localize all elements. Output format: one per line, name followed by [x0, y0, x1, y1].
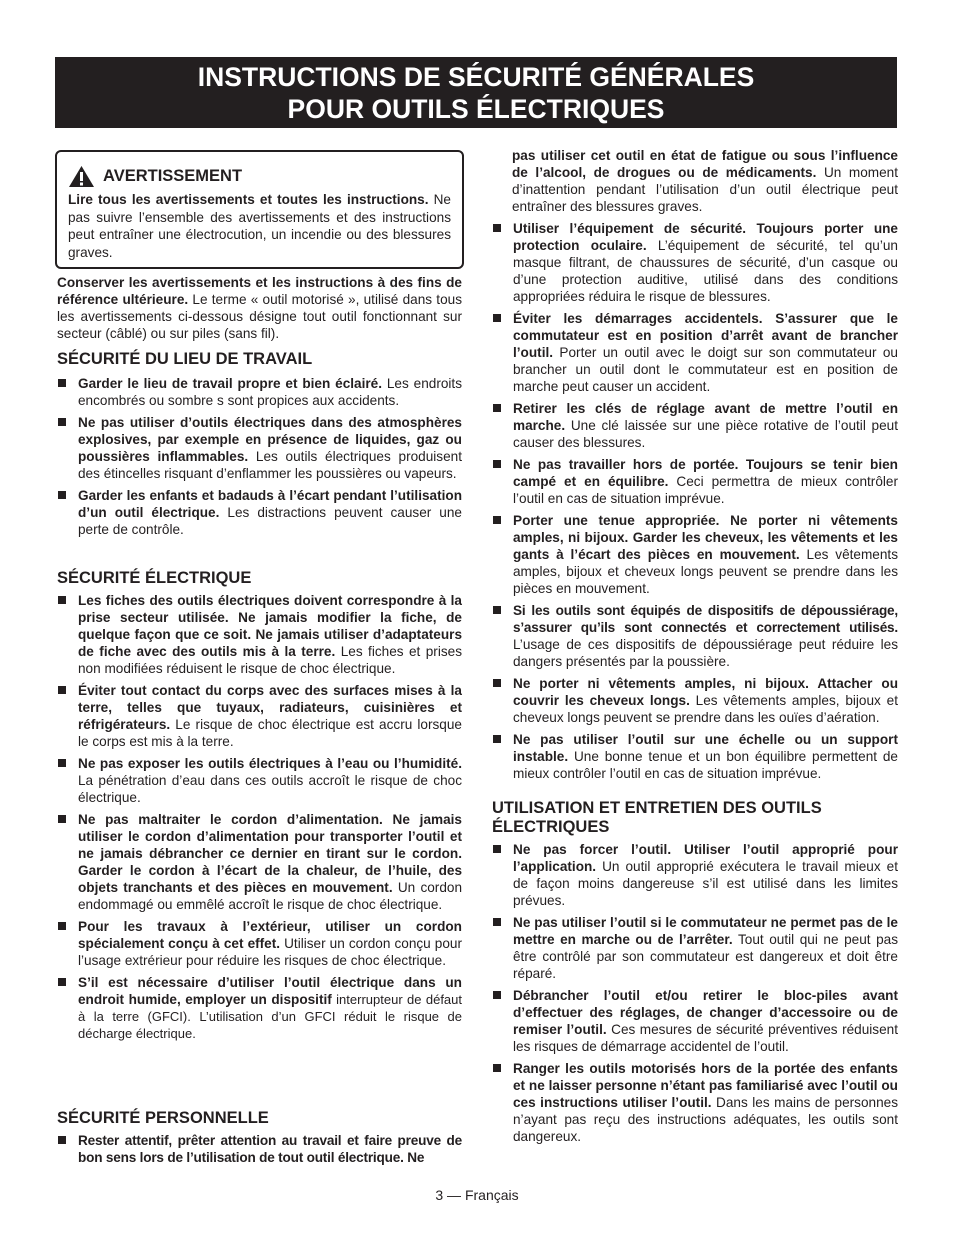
heading-electrical: SÉCURITÉ ÉLECTRIQUE — [57, 569, 252, 587]
warning-title: AVERTISSEMENT — [103, 166, 243, 185]
list-item — [492, 731, 898, 782]
item-text: Un moment d’inattention pendant l’utilisation d’un outil électrique peut entraîner des blessures graves. — [512, 165, 898, 214]
item-bold: Garder les enfants et badauds à l’écart pendant l’utilisation d’un outil électrique. — [78, 488, 462, 520]
list-item — [57, 414, 462, 482]
item-text: L’usage de ces dispositifs de dépoussiérage peut réduire les dangers présentés par la poussière. — [513, 637, 898, 669]
item-text: Les endroits encombrés ou sombre s sont propices aux accidents. — [78, 376, 462, 408]
item-bold: S’il est nécessaire d’utiliser l’outil électrique dans un endroit humide, employer un dispositif — [78, 975, 462, 1007]
section-personal-continued — [492, 147, 898, 782]
list-item — [492, 987, 898, 1055]
list-item — [57, 811, 462, 913]
item-bold: pas utiliser cet outil en état de fatigue ou sous l’influence de l’alcool, de drogues ou de médicaments. — [512, 148, 898, 180]
item-text: Un outil approprié exécutera le travail mieux et de façon moins dangereuse s’il est utilisé dans les limites prévues. — [513, 859, 898, 908]
warning-body-text: Ne pas suivre l’ensemble des avertissements et des instructions peut entraîner une électrocution, un incendie ou des blessures graves. — [68, 192, 451, 260]
list-item — [492, 220, 898, 305]
list-item — [492, 602, 898, 670]
item-bold: Les fiches des outils électriques doivent correspondre à la prise secteur utilisée. Ne jamais modifier la fiche, de quelque façon que ce soit. Ne jamais utiliser d’adaptateurs de fiche avec des outils mis à la terre. — [78, 593, 462, 659]
list-item — [57, 974, 462, 1042]
section-tool-use — [492, 799, 898, 1145]
list-item — [492, 1060, 898, 1145]
item-text: L’équipement de sécurité, tel qu’un masque filtrant, de chaussures de sécurité, d’un casque ou d’une protection auditive, utilisé dans des conditions appropriées réduira le risque de blessures. — [513, 238, 898, 304]
item-bold: Ne pas travailler hors de portée. Toujours se tenir bien campé et en équilibre. — [513, 457, 898, 489]
list-item — [57, 592, 462, 677]
item-text: Porter un outil avec le doigt sur son commutateur ou brancher un outil dont le commutateur est en position de marche peut causer un accident. — [513, 345, 898, 394]
section-electrical — [57, 569, 462, 1042]
item-text: Un cordon endommagé ou emmêlé accroît le risque de choc électrique. — [78, 880, 463, 912]
list-item — [57, 918, 462, 969]
item-text: Les vêtements amples, bijoux et cheveux longs peuvent se prendre dans les pièces en mouvement. — [513, 547, 898, 596]
item-bold: Éviter tout contact du corps avec des surfaces mises à la terre, telles que tuyaux, radiateurs, cuisinières et réfrigérateurs. — [78, 683, 462, 732]
section-personal — [57, 1109, 462, 1166]
item-bold: Débrancher l’outil et/ou retirer le bloc-piles avant d’effectuer des réglages, de changer d’accessoire ou de remiser l’outil. — [513, 988, 898, 1037]
item-bold: Ne pas utiliser l’outil sur une échelle ou un support instable. — [513, 732, 898, 764]
intro-text: Le terme « outil motorisé », utilisé dans tous les avertissements ci-dessous désigne tout outil fonctionnant sur secteur (câblé) ou sur piles (sans fil). — [57, 292, 462, 341]
item-bold: Garder le lieu de travail propre et bien éclairé. — [78, 376, 383, 391]
item-text: Les fiches et prises non modifiées réduisent le risque de choc électrique. — [78, 644, 463, 676]
heading-tool-use-line-1: UTILISATION ET ENTRETIEN DES OUTILS — [492, 799, 822, 817]
list-item — [492, 310, 898, 395]
item-bold: Ne pas exposer les outils électriques à l’eau ou l’humidité. — [78, 756, 462, 771]
list-item — [492, 914, 898, 982]
item-bold: Utiliser l’équipement de sécurité. Toujours porter une protection oculaire. — [513, 221, 898, 253]
item-bold: Retirer les clés de réglage avant de mettre l’outil en marche. — [513, 401, 898, 433]
list-item — [57, 1132, 462, 1166]
list-item — [492, 675, 898, 726]
heading-work-area: SÉCURITÉ DU LIEU DE TRAVAIL — [57, 350, 313, 368]
list-item — [492, 456, 898, 507]
item-text: Ces mesures de sécurité préventives réduisent les risques de démarrage accidentel de l’outil. — [513, 1022, 899, 1054]
warning-triangle-icon — [68, 165, 95, 188]
item-bold: Porter une tenue appropriée. Ne porter ni vêtements amples, ni bijoux. Garder les cheveux, les vêtements et les gants à l’écart des pièces en mouvement. — [513, 513, 898, 562]
item-bold: Si les outils sont équipés de dispositifs de dépoussiérage, s’assurer qu’ils sont connectés et correctement utilisés. — [513, 603, 898, 635]
item-text: Le risque de choc électrique est accru lorsque le corps est mis à la terre. — [78, 717, 462, 749]
page-footer: 3 — Français — [435, 1187, 519, 1203]
item-text: Dans les mains de personnes n’ayant pas reçu des instructions adéquates, les outils sont dangereux. — [513, 1095, 898, 1144]
item-bold: Ne pas utiliser l’outil si le commutateur ne permet pas de le mettre en marche ou de l’arrêter. — [513, 915, 898, 947]
section-work-area — [57, 350, 462, 538]
item-bold: Pour les travaux à l’extérieur, utiliser un cordon spécialement conçu à cet effet. — [78, 919, 462, 951]
heading-tool-use-line-2: ÉLECTRIQUES — [492, 818, 610, 836]
bullet-mask — [492, 147, 504, 159]
warning-text — [68, 191, 451, 261]
page-title-line-2: POUR OUTILS ÉLECTRIQUES — [287, 94, 665, 124]
item-bold: Ne pas forcer l’outil. Utiliser l’outil approprié pour l’application. — [513, 842, 898, 874]
item-bold: Éviter les démarrages accidentels. S’assurer que le commutateur est en position d’arrêt avant de brancher l’outil. — [513, 311, 898, 360]
item-text: Les distractions peuvent causer une perte de contrôle. — [78, 505, 462, 537]
heading-tool-use — [492, 799, 898, 837]
item-bold: Ranger les outils motorisés hors de la portée des enfants et ne laisser personne n’étant pas familiarisé avec l’outil ou ces instructions utiliser l’outil. — [513, 1061, 898, 1110]
page-title-banner — [55, 57, 897, 128]
item-bold: Ne pas utiliser d’outils électriques dans des atmosphères explosives, par exemple en présence de liquides, gaz ou poussières inflammables. — [78, 415, 462, 464]
list-item — [57, 682, 462, 750]
intro-paragraph — [57, 274, 462, 342]
item-text: Tout outil qui ne peut pas être contrôlé par son commutateur est dangereux et doit être réparé. — [513, 932, 898, 981]
item-text: interrupteur de défaut à la terre (GFCI). L’utilisation d’un GFCI réduit le risque de décharge électrique. — [78, 992, 462, 1041]
list-item — [57, 375, 462, 409]
item-bold: Rester attentif, prêter attention au travail et faire preuve de bon sens lors de l’utilisation de tout outil électrique. Ne — [78, 1133, 462, 1165]
item-text: Utiliser un cordon conçu pour l’usage extrérieur pour réduire les risques de choc électrique. — [78, 936, 462, 968]
warning-header — [68, 164, 451, 188]
warning-box — [55, 150, 464, 269]
list-item — [57, 487, 462, 538]
item-text: La pénétration d’eau dans ces outils accroît le risque de choc électrique. — [78, 773, 462, 805]
item-bold: Ne porter ni vêtements amples, ni bijoux. Attacher ou couvrir les cheveux longs. — [513, 676, 898, 708]
list-item — [492, 512, 898, 597]
heading-personal: SÉCURITÉ PERSONNELLE — [57, 1109, 269, 1127]
list-item — [492, 400, 898, 451]
list-item — [492, 841, 898, 909]
item-text: Une clé laissée sur une pièce rotative de l’outil peut causer des blessures. — [513, 418, 898, 450]
page-title-line-1: INSTRUCTIONS DE SÉCURITÉ GÉNÉRALES — [197, 62, 755, 92]
warning-bold-text: Lire tous les avertissements et toutes les instructions. — [68, 192, 429, 207]
intro-bold: Conserver les avertissements et les instructions à des fins de référence ultérieure. — [57, 275, 462, 307]
item-bold: Ne pas maltraiter le cordon d’alimentation. Ne jamais utiliser le cordon d’alimentation pour transporter l’outil et ne jamais débrancher ce dernier en tirant sur le cordon. Garder le cordon à l’écart de la chaleur, de l’huile, des objets tranchants et des pièces en mouvement. — [78, 812, 462, 895]
item-text: Une bonne tenue et un bon équilibre permettent de mieux contrôler l’outil en cas de situation imprévue. — [513, 749, 898, 781]
item-text: Les vêtements amples, bijoux et cheveux longs peuvent se prendre dans les ouïes d’aération. — [513, 693, 899, 725]
item-text: Ceci permettra de mieux contrôler l’outil en cas de situation imprévue. — [513, 474, 898, 506]
item-text: Les outils électriques produisent des étincelles risquant d’enflammer les poussières ou vapeurs. — [78, 449, 462, 481]
list-item — [57, 755, 462, 806]
list-item-continued — [492, 147, 898, 215]
